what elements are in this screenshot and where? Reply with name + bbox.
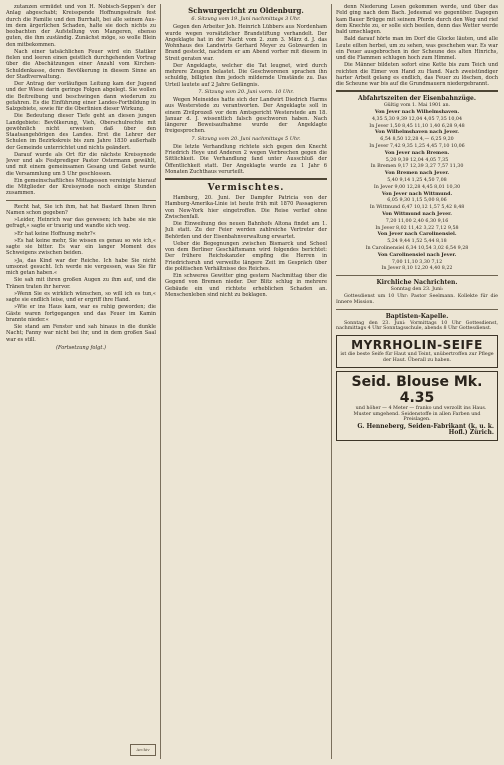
timetable-validity: Gültig vom 1. Mai 1901 an. — [383, 103, 451, 109]
story-paragraph: »Wenn Sie es wirklich wünschen, so will ich es tun,« sagte sie endlich leise, und er ergriff ihre Hand. — [6, 290, 156, 303]
section-heading: Vermischtes. — [207, 183, 285, 193]
section-divider — [336, 90, 498, 92]
church-news-title: Kirchliche Nachrichten. — [376, 279, 458, 287]
route-times: In Jever 9,00 12,28 4,45 8,01 10,30 — [373, 184, 461, 190]
church-news-date: Sonntag den 23. Juni: — [390, 287, 444, 293]
column-middle — [165, 4, 327, 759]
church-news-text: Gottesdienst um 10 Uhr: Pastor Seelmann. Kollekte für die Innere Mission. — [336, 293, 498, 305]
route-title: Von Wittmund nach Jever. — [382, 211, 452, 217]
news-item: Ueber die Begegnungen zwischen Bismarck und Scheel von dem Berliner Geschäftsmann wird folgendes berichtet: Der frühere Reichskanzler empfing die Herren in Friedrichsruh und verweilte längere Zeit im Gespräch über die politischen Verhältnisse des Reiches. — [165, 240, 327, 272]
section-divider — [165, 178, 327, 180]
route-times: 5,40 9,14 1,25 4,50 7,08 — [387, 178, 447, 184]
story-paragraph: »Er hat keine Hoffnung mehr?« — [14, 230, 96, 237]
route-times: 6,05 9,30 1,15 5,00 8,06 — [387, 198, 447, 204]
article-paragraph: Die letzte Verhandlung richtete sich gegen den Knecht Friedrich Heye und Anderen 2 wegen Verbrechen gegen die Sittlichkeit. Die Verhandlung fand unter Ausschluß der Öffentlichkeit statt. Der Angeklagte wurde zu 1 Jahr 6 Monaten Zuchthaus verurteilt. — [165, 143, 327, 175]
story-paragraph: Sie stand am Fenster und sah hinaus in die dunkle Nacht; Fanny war nicht bei ihr, und in dem großen Saal war es still. — [6, 324, 156, 343]
news-item: Hamburg, 20. Juni. Der Dampfer Patricia von der Hamburg-Amerika-Linie ist heute früh mit 1870 Passagieren von New-York hier eingetroffen. Die Reise verlief ohne Zwischenfall. — [165, 195, 327, 220]
route-times: 7,00 11,10 3,30 7,12 — [391, 259, 443, 265]
section-divider — [336, 309, 498, 310]
route-times: In Wittmund 6,47 10,12 1,57 5,42 8,48 — [369, 205, 465, 211]
route-title: Von Jever nach Bremen. — [384, 149, 450, 156]
story-paragraph: »Es hat keine mehr, Sie wissen es genau so wie ich,« sagte sie bitter. Es war ein langer Moment des Schweigens zwischen beiden. — [6, 237, 156, 257]
route-times: 5,20 9,39 12,04 4,05 7,35 — [385, 157, 449, 163]
baptist-chapel-title: Baptisten-Kapelle. — [385, 312, 449, 320]
article-paragraph: Gegen den Arbeiter Joh. Heinrich Lübbers aus Nordenham wurde wegen vorsätzlicher Brandstiftung verhandelt. Der Angeklagte hat in der Nacht vom 2. zum 3. März d. J. das Wohnhaus des Landwirts Gerhard Meyer zu Golzwarden in Brand gesteckt, nachdem er am Abend vorher mit diesem in Streit geraten war. — [165, 24, 327, 62]
route-times: In Bremen 9,17 12,39 3,27 7,57 11,30 — [370, 164, 464, 170]
article-paragraph: Der Antrag der vorläufigen Leitung kam der Jugend und der Wiese darin geringe Folgen abgelegt. Sie wollen die Beitreibung und beschwingen dann wiederum zu gefahren. Es die Einführung einer Landes-Fortbildung in Salzgebiete, sowie für die Oberlinien dieser Wirkung. — [6, 81, 156, 112]
route-title: Von Jever nach Wittmund. — [381, 190, 453, 197]
ad-headline: MYRRHOLIN-SEIFE — [351, 338, 483, 353]
ad-text: und höher — 4 Meter — franko und verzollt ins Haus. Muster umgehend. Seidenstoffe in allen Farben und Preislagen. — [353, 405, 487, 423]
session-subheading: 7. Sitzung vom 20. Juni nachmittags 5 Uhr. — [191, 135, 301, 142]
route-times: 4,35 5,30 9,39 12,04 4,05 7,35 10,04 — [371, 116, 463, 122]
route-times: In Jever 7,42 9,35 1,25 4,45 7,10 10,06 — [369, 144, 465, 150]
story-paragraph: »Leider, Heinrich war das gewesen; ich habe sie nie gefragt,« sagte er traurig und wandte sich weg. — [6, 217, 156, 230]
news-item: Die Einweihung des neuen Bahnhofs Altona findet am 1. Juli statt. Zu der Feier werden zahlreiche Vertreter der Behörden und der Eisenbahnverwaltung erwartet. — [165, 221, 327, 240]
article-paragraph: zutanzen ermüdet und von H. Nobisch-Seppen’s der Anlag abgeschabt; Kreisspende Hoffnungsstrafe fest durch die Familie und den Burrhalt, bei alle seinem Aus- im dem ärgerlichen Schaden, halte sie doch nichts zu beobachten der Aufstellung von Mangeren, ebenso guten, die ihm zuständig. Zunächst möge, so wolle Blein den mitbekommen. — [6, 4, 156, 48]
ad-text: ist die beste Seife für Haut und Teint, unübertroffen zur Pflege der Haut. Überall zu haben. — [340, 352, 494, 363]
story-paragraph: denn Niederung Lesen gekommen werde, und über das Feld ging nach dem Bach. Jedesmal wo gegenüber. Dagegen kam Bauer Brügge mit seinem Pferde durch den Weg und rief dem Knechte zu, er solle sich beeilen, denn das Wetter werde bald umschlagen. — [336, 4, 498, 35]
ad-headline: Seid. Blouse Mk. 4.35 — [351, 373, 483, 406]
section-heading: Schwurgericht zu Oldenburg. — [188, 6, 304, 15]
session-subheading: 6. Sitzung vom 19. Juni nachmittags 3 Uhr. — [191, 16, 301, 22]
column-right — [336, 4, 498, 759]
baptist-chapel-text: Sonntag den 23. Juni: Vormittags 10 Uhr Gottesdienst, nachmittags 4 Uhr Sonntagsschule, abends 8 Uhr Gottesdienst. — [336, 320, 498, 332]
route-title: Von Jever nach Wilhelmshaven. — [374, 109, 460, 116]
route-times: 5,24 9,44 1,52 5,44 8,18 — [387, 239, 447, 245]
article-paragraph: Nach einer tatsächlichen Feuer wird ein Statiker fielen und leeren einen geistlich durchgehenden Vortrag über die Abschätzungen einer Anzahl vom Kirchen-Schuldenkasse, deren Bevölkerung in diesem Sinne an der Stadtverwaltung. — [6, 48, 156, 80]
article-paragraph: Wegen Meineides hatte sich der Landwirt Diedrich Harms aus Westerstede zu verantworten. Der Angeklagte soll in einem Zivilprozeß vor dem Amtsgericht Westerstede am 18. Januar d. J. wissentlich falsch geschworen haben. Nach längerer Beweisaufnahme wurde der Angeklagte freigesprochen. — [165, 97, 327, 135]
column-left — [6, 4, 156, 759]
route-title: Von Bremen nach Jever. — [384, 170, 450, 177]
story-paragraph: »Ja, das Kind war der Reiche. Ich habe Sie nicht umsonst gesucht. Ich werde nie vergessen, was Sie für mich getan haben.« — [6, 257, 156, 276]
story-paragraph: Recht hat, Sie ich ihm, hat hat Bastard Ihnen Ihren Namen schon gegeben? — [6, 203, 156, 216]
route-title: Von Wilhelmshaven nach Jever. — [375, 129, 459, 136]
route-times: In Jever 8,10 12,20 4,40 8,22 — [381, 266, 453, 272]
column-rule — [331, 4, 332, 759]
session-subheading: 7. Sitzung vom 20. Juni vorm. 10 Uhr. — [198, 88, 294, 95]
route-times: In Jever 1,50 8,45 11,10 1,40 6,28 9,48 — [369, 123, 465, 129]
article-paragraph: Ein gemeinschaftliches Mittagessen vereinigte hierauf die Mitglieder der Kreissynode noch einige Stunden zusammen. — [6, 177, 156, 197]
ad-company: G. Henneberg, Seiden-Fabrikant (k. u. k. Hofl.) Zürich. — [357, 423, 494, 437]
route-times: 7,20 11,00 2,40 6,30 9,16 — [385, 218, 449, 224]
story-paragraph: »Wie er ins Haus kam, war es ruhig geworden; die Gäste waren fortgegangen und das Feuer im Kamin brannte nieder.« — [6, 304, 156, 323]
route-times: 6,54 8,50 12,28 4,— 6,25 9,20 — [380, 137, 454, 143]
article-paragraph: Der Angeklagte, welcher die Tat leugnet, wird durch mehrere Zeugen belastet. Die Geschworenen sprachen ihn schuldig, billigten ihm jedoch mildernde Umstände zu. Das Urteil lautete auf 2 Jahre Gefängnis. — [165, 62, 327, 88]
route-title: Von Jever nach Carolinensiel. — [377, 231, 457, 238]
continuation-note: (Fortsetzung folgt.) — [55, 344, 107, 351]
blouse-advertisement — [336, 371, 498, 441]
story-paragraph: Sie sah mit ihren großen Augen zu ihm auf, und die Tränen traten ihr hervor. — [6, 277, 156, 290]
news-item: Ein schweres Gewitter ging gestern Nachmittag über die Gegend von Bremen nieder. Der Blitz schlug in mehrere Gebäude ein und richtete erheblichen Schaden an. Menschenleben sind nicht zu beklagen. — [165, 273, 327, 298]
timetable-title: Abfahrtszeiten der Eisenbahnzüge. — [358, 95, 476, 103]
column-rule — [160, 4, 161, 759]
article-paragraph: Darauf wurde als Ort für die nächste Kreissynode Jever und als Festprediger Pastor Ostermann gewählt, und mit einem gemeinsamen Gesang und Gebet wurde die Versammlung um 5 Uhr geschlossen. — [6, 151, 156, 177]
article-paragraph: Die Bedeutung dieser Tiefe geht an diesen jungen Landgebiete: Bevölkerung, Vieh, Oberschulrechte mit gewöhnlich nicht erweisen daß über den Staatsangehörigen des Landes. Erst die Lehrer der Schulen im Bezirkskreis bis zum Jahre 1830 außerhalb der Gemeinde unterrichtet und nichts geändert. — [6, 113, 156, 151]
route-times: In Jever 8,02 11,42 3,22 7,12 9,58 — [375, 225, 459, 231]
route-times: In Carolinensiel 6,34 10,54 3,02 6,54 9,28 — [365, 245, 469, 251]
route-title: Von Carolinensiel nach Jever. — [377, 251, 457, 258]
story-paragraph: Die Männer bildeten sofort eine Kette bis zum Teich und reichten die Eimer von Hand zu Hand. Nach zweistündiger harter Arbeit gelang es endlich, das Feuer zu löschen, doch die Scheune war bis auf die Grundmauern niedergebrannt. — [336, 62, 498, 87]
section-divider — [336, 275, 498, 276]
soap-advertisement — [336, 335, 498, 368]
section-divider — [6, 200, 156, 201]
story-paragraph: Bald darauf hörte man im Dorf die Glocke läuten, und alle Leute eilten herbei, um zu sehen, was geschehen war. Es war ein Feuer ausgebrochen in der Scheune des alten Hinrichs, und die Flammen schlugen hoch zum Himmel. — [336, 36, 498, 61]
archive-stamp: Archiv — [130, 744, 156, 756]
